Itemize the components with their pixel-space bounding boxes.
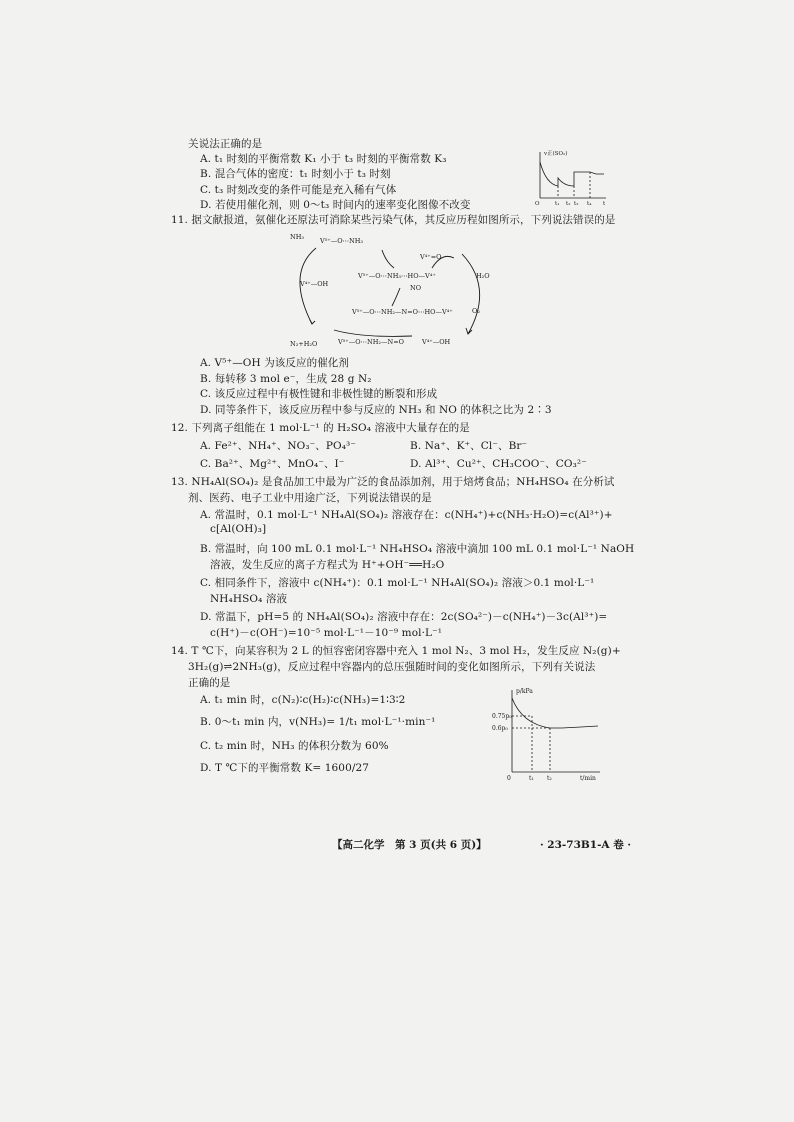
option-c: C. t₃ 时刻改变的条件可能是充入稀有气体 — [200, 184, 397, 196]
option-a: A. t₁ 时刻的平衡常数 K₁ 小于 t₃ 时刻的平衡常数 K₃ — [200, 153, 447, 165]
diagram-species: NH₃ — [290, 233, 304, 241]
text-line: 正确的是 — [188, 677, 231, 689]
graph2-xtick: t₂ — [547, 775, 552, 782]
diagram-species: V⁵⁺—O⋯NH₃⋯HO—V⁴⁺ — [358, 272, 436, 280]
option-d: D. 若使用催化剂，则 0～t₃ 时间内的速率变化图像不改变 — [200, 199, 471, 211]
question-12: 12. 下列离子组能在 1 mol·L⁻¹ 的 H₂SO₄ 溶液中大量存在的是 — [171, 422, 470, 434]
pressure-time-graph — [492, 684, 604, 784]
diagram-species: V⁵⁺—O⋯NH₃ — [320, 237, 364, 245]
diagram-species: V⁵⁺—O⋯NH₂—N=O⋯HO—V⁴⁺ — [352, 308, 453, 316]
graph2-ytick: 0.75p₀ — [492, 713, 512, 720]
rate-time-graph — [530, 148, 610, 208]
option-b: B. 0～t₁ min 内，v(NH₃)= 1/t₁ mol·L⁻¹·min⁻¹ — [200, 716, 436, 728]
option-c: C. 相同条件下，溶液中 c(NH₄⁺)：0.1 mol·L⁻¹ NH₄Al(SO₄)₂ 溶液＞0.1 mol·L⁻¹ — [200, 577, 595, 589]
footer-code: · 23-73B1-A 卷 · — [540, 839, 632, 851]
diagram-species: V⁴⁺—OH — [300, 280, 329, 288]
diagram-species: NO — [410, 284, 422, 292]
graph1-tick: t₁ — [555, 201, 560, 207]
text-line: 3H₂(g)⇌2NH₃(g)，反应过程中容器内的总压强随时间的变化如图所示，下列有关说法 — [188, 661, 596, 673]
text-line: c(H⁺)－c(OH⁻)=10⁻⁵ mol·L⁻¹－10⁻⁹ mol·L⁻¹ — [210, 627, 443, 639]
option-a: A. 常温时，0.1 mol·L⁻¹ NH₄Al(SO₄)₂ 溶液存在：c(NH₄⁺)+c(NH₃·H₂O)=c(Al³⁺)+ — [200, 509, 613, 521]
diagram-species: N₂+H₂O — [290, 340, 318, 348]
option-c: C. 该反应过程中有极性键和非极性键的断裂和形成 — [200, 388, 438, 400]
question-11: 11. 据文献报道，氨催化还原法可消除某些污染气体，其反应历程如图所示，下列说法错误的是 — [171, 214, 616, 226]
option-c: C. Ba²⁺、Mg²⁺、MnO₄⁻、I⁻ — [200, 458, 345, 470]
option-b: B. 常温时，向 100 mL 0.1 mol·L⁻¹ NH₄HSO₄ 溶液中滴加 100 mL 0.1 mol·L⁻¹ NaOH — [200, 543, 635, 555]
graph1-tick: t₃ — [574, 201, 579, 207]
graph2-xlabel: t/min — [580, 775, 596, 782]
graph2-xtick: 0 — [507, 775, 511, 782]
graph2-ytick: 0.6p₀ — [492, 725, 508, 732]
option-b: B. 混合气体的密度：t₁ 时刻小于 t₃ 时刻 — [200, 168, 391, 180]
diagram-species: V⁴⁺—OH — [422, 338, 451, 346]
option-b: B. 每转移 3 mol e⁻，生成 28 g N₂ — [200, 373, 372, 385]
option-c: C. t₂ min 时，NH₃ 的体积分数为 60% — [200, 740, 389, 752]
option-a: A. Fe²⁺、NH₄⁺、NO₃⁻、PO₄³⁻ — [200, 440, 357, 452]
option-d: D. 同等条件下，该反应历程中参与反应的 NH₃ 和 NO 的体积之比为 2∶3 — [200, 404, 552, 416]
graph2-xtick: t₁ — [529, 775, 534, 782]
option-d: D. T ℃下的平衡常数 K= 1600/27 — [200, 762, 370, 774]
reaction-mechanism-diagram — [282, 228, 502, 352]
graph1-tick: O — [535, 201, 540, 207]
text-line: c[Al(OH)₃] — [210, 523, 267, 535]
text-line: 溶液，发生反应的离子方程式为 H⁺+OH⁻══H₂O — [210, 559, 445, 571]
diagram-species: V⁴⁺=O — [420, 253, 442, 261]
option-b: B. Na⁺、K⁺、Cl⁻、Br⁻ — [410, 440, 528, 452]
diagram-species: O₂ — [472, 307, 480, 315]
question-14: 14. T ℃下，向某容积为 2 L 的恒容密闭容器中充入 1 mol N₂、3 mol H₂，发生反应 N₂(g)+ — [171, 645, 621, 657]
diagram-species: H₂O — [476, 272, 490, 280]
text-line: 关说法正确的是 — [188, 138, 263, 150]
option-a: A. t₁ min 时，c(N₂)∶c(H₂)∶c(NH₃)=1∶3∶2 — [200, 694, 406, 706]
graph2-ylabel: p/kPa — [516, 688, 533, 695]
footer-page-info: 【高二化学 第 3 页(共 6 页)】 — [332, 839, 487, 851]
graph1-tick: t — [603, 201, 606, 207]
text-line: NH₄HSO₄ 溶液 — [210, 593, 288, 605]
graph1-tick: t₂ — [566, 201, 571, 207]
option-d: D. 常温下，pH=5 的 NH₄Al(SO₄)₂ 溶液中存在：2c(SO₄²⁻)－c(NH₄⁺)－3c(Al³⁺)= — [200, 611, 608, 623]
diagram-species: V⁵⁺—O⋯NH₂—N=O — [338, 338, 404, 346]
question-13: 13. NH₄Al(SO₄)₂ 是食品加工中最为广泛的食品添加剂，用于焙烤食品；NH₄HSO₄ 在分析试 — [171, 476, 615, 488]
graph1-ylabel: v正(SO₂) — [544, 151, 568, 157]
text-line: 剂、医药、电子工业中用途广泛，下列说法错误的是 — [188, 492, 432, 504]
option-a: A. V⁵⁺—OH 为该反应的催化剂 — [200, 357, 349, 369]
option-d: D. Al³⁺、Cu²⁺、CH₃COO⁻、CO₃²⁻ — [410, 458, 587, 470]
graph1-tick: t₄ — [587, 201, 592, 207]
